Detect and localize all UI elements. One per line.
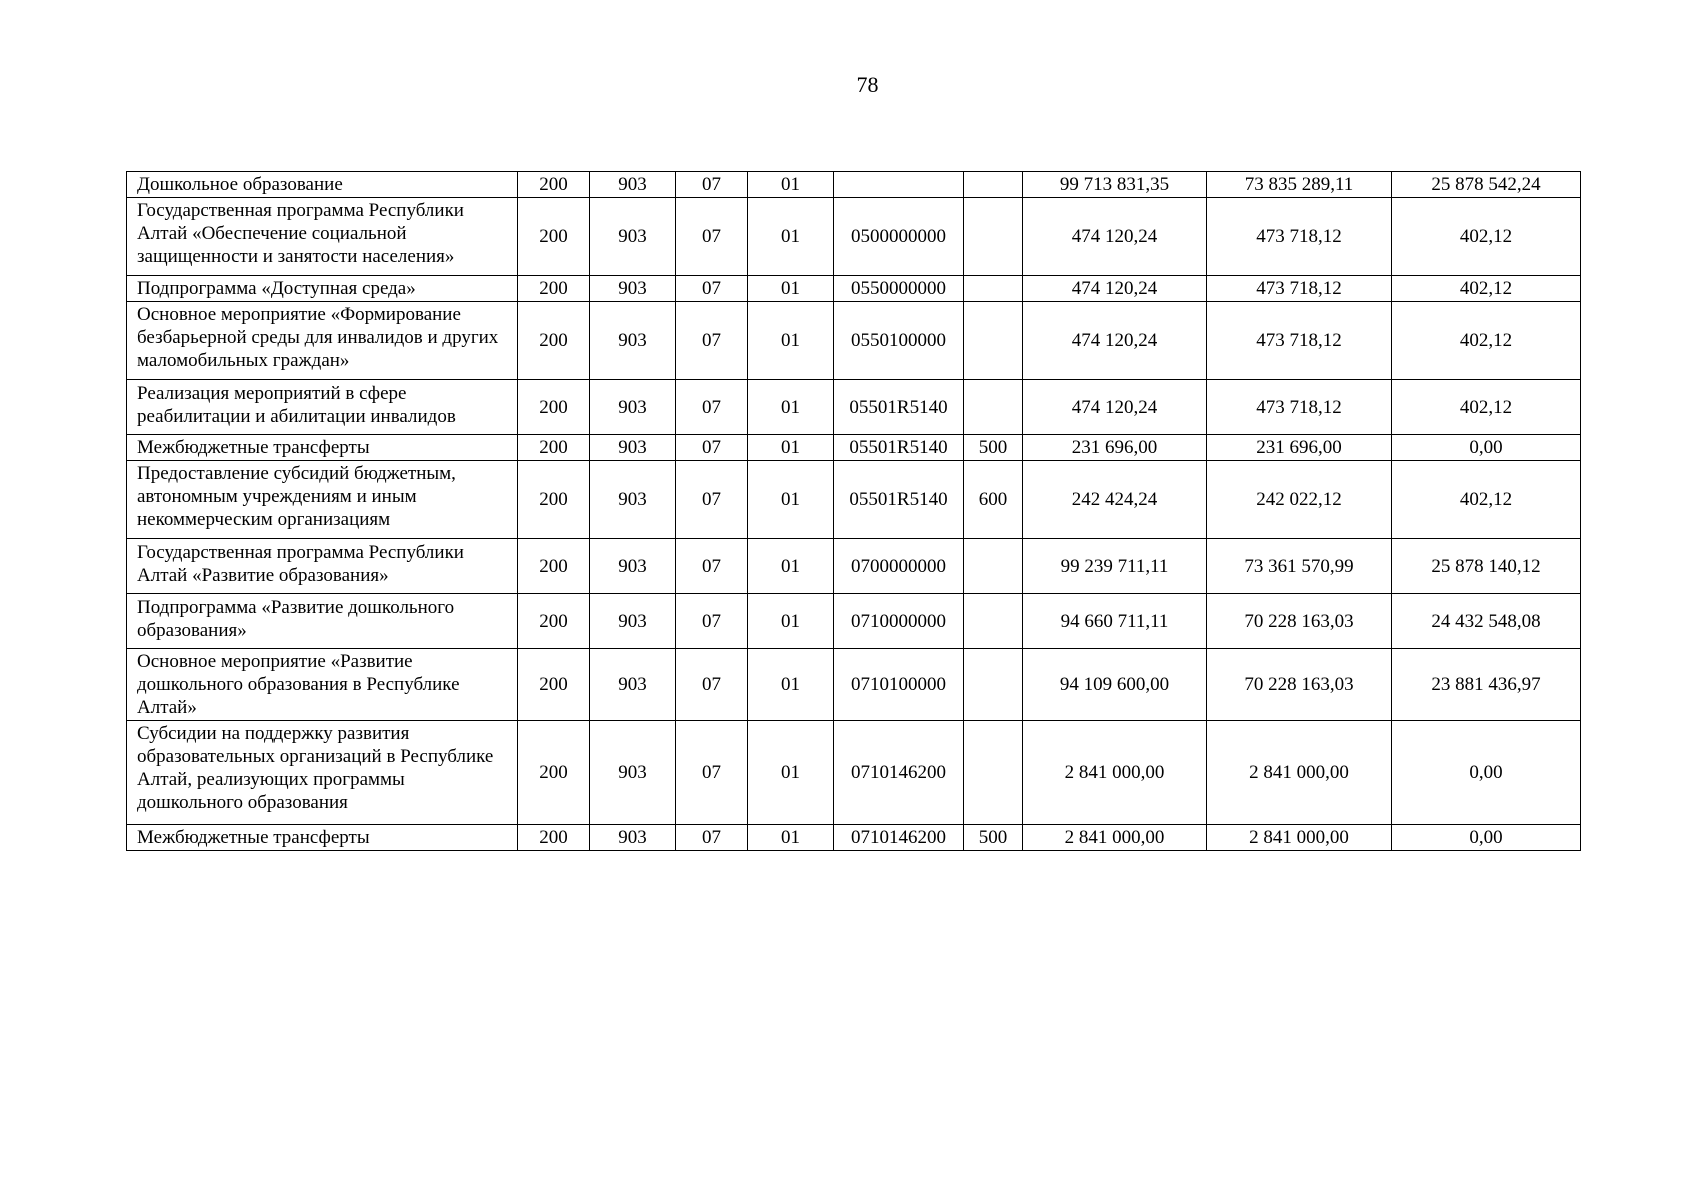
code-cell: 600 xyxy=(964,461,1023,539)
row-name: Межбюджетные трансферты xyxy=(127,825,518,851)
code-cell: 903 xyxy=(590,721,676,825)
row-name: Подпрограмма «Развитие дошкольного образования» xyxy=(127,594,518,649)
code-cell: 07 xyxy=(676,276,748,302)
row-name: Межбюджетные трансферты xyxy=(127,435,518,461)
amount-cell: 2 841 000,00 xyxy=(1023,721,1207,825)
amount-cell: 473 718,12 xyxy=(1207,198,1392,276)
code-cell: 07 xyxy=(676,539,748,594)
amount-cell: 231 696,00 xyxy=(1207,435,1392,461)
row-name: Дошкольное образование xyxy=(127,172,518,198)
code-cell: 200 xyxy=(518,721,590,825)
row-name: Основное мероприятие «Формирование безбарьерной среды для инвалидов и других маломобильных граждан» xyxy=(127,302,518,380)
code-cell: 903 xyxy=(590,539,676,594)
amount-cell: 94 660 711,11 xyxy=(1023,594,1207,649)
code-cell: 0700000000 xyxy=(834,539,964,594)
amount-cell: 25 878 140,12 xyxy=(1392,539,1581,594)
amount-cell: 473 718,12 xyxy=(1207,276,1392,302)
code-cell: 0710146200 xyxy=(834,825,964,851)
code-cell: 200 xyxy=(518,825,590,851)
code-cell xyxy=(964,276,1023,302)
code-cell: 07 xyxy=(676,825,748,851)
amount-cell: 402,12 xyxy=(1392,461,1581,539)
amount-cell: 473 718,12 xyxy=(1207,380,1392,435)
table-row xyxy=(127,302,1581,380)
row-name: Реализация мероприятий в сфере реабилитации и абилитации инвалидов xyxy=(127,380,518,435)
amount-cell: 474 120,24 xyxy=(1023,276,1207,302)
code-cell: 07 xyxy=(676,721,748,825)
table-row xyxy=(127,461,1581,539)
amount-cell: 94 109 600,00 xyxy=(1023,649,1207,721)
code-cell: 07 xyxy=(676,172,748,198)
amount-cell: 99 713 831,35 xyxy=(1023,172,1207,198)
code-cell: 903 xyxy=(590,302,676,380)
code-cell: 01 xyxy=(748,302,834,380)
code-cell: 0710146200 xyxy=(834,721,964,825)
code-cell: 01 xyxy=(748,825,834,851)
amount-cell: 2 841 000,00 xyxy=(1207,721,1392,825)
code-cell: 903 xyxy=(590,825,676,851)
code-cell: 01 xyxy=(748,594,834,649)
row-name: Государственная программа Республики Алтай «Развитие образования» xyxy=(127,539,518,594)
code-cell: 200 xyxy=(518,380,590,435)
code-cell: 903 xyxy=(590,276,676,302)
code-cell: 07 xyxy=(676,302,748,380)
code-cell: 05501R5140 xyxy=(834,380,964,435)
code-cell: 200 xyxy=(518,539,590,594)
code-cell: 200 xyxy=(518,198,590,276)
amount-cell: 24 432 548,08 xyxy=(1392,594,1581,649)
code-cell xyxy=(964,539,1023,594)
code-cell: 01 xyxy=(748,461,834,539)
code-cell: 01 xyxy=(748,721,834,825)
code-cell: 01 xyxy=(748,172,834,198)
amount-cell: 231 696,00 xyxy=(1023,435,1207,461)
amount-cell: 474 120,24 xyxy=(1023,198,1207,276)
code-cell: 01 xyxy=(748,198,834,276)
code-cell xyxy=(964,302,1023,380)
code-cell xyxy=(964,721,1023,825)
table-row xyxy=(127,276,1581,302)
table-row xyxy=(127,825,1581,851)
code-cell: 07 xyxy=(676,380,748,435)
table-row xyxy=(127,539,1581,594)
row-name: Субсидии на поддержку развития образовательных организаций в Республике Алтай, реализующих программы дошкольного образования xyxy=(127,721,518,825)
row-name: Основное мероприятие «Развитие дошкольного образования в Республике Алтай» xyxy=(127,649,518,721)
code-cell: 500 xyxy=(964,435,1023,461)
code-cell: 903 xyxy=(590,461,676,539)
code-cell xyxy=(964,594,1023,649)
code-cell: 0550100000 xyxy=(834,302,964,380)
amount-cell: 0,00 xyxy=(1392,435,1581,461)
amount-cell: 70 228 163,03 xyxy=(1207,594,1392,649)
code-cell: 200 xyxy=(518,594,590,649)
code-cell: 0500000000 xyxy=(834,198,964,276)
code-cell: 01 xyxy=(748,435,834,461)
amount-cell: 2 841 000,00 xyxy=(1207,825,1392,851)
table-row xyxy=(127,594,1581,649)
table-row xyxy=(127,172,1581,198)
code-cell: 07 xyxy=(676,198,748,276)
amount-cell: 99 239 711,11 xyxy=(1023,539,1207,594)
code-cell: 07 xyxy=(676,435,748,461)
row-name: Государственная программа Республики Алтай «Обеспечение социальной защищенности и занятости населения» xyxy=(127,198,518,276)
code-cell: 0710100000 xyxy=(834,649,964,721)
budget-table xyxy=(126,171,1581,851)
code-cell: 903 xyxy=(590,649,676,721)
code-cell: 903 xyxy=(590,594,676,649)
row-name: Предоставление субсидий бюджетным, автономным учреждениям и иным некоммерческим организациям xyxy=(127,461,518,539)
code-cell: 07 xyxy=(676,594,748,649)
amount-cell: 242 022,12 xyxy=(1207,461,1392,539)
amount-cell: 23 881 436,97 xyxy=(1392,649,1581,721)
code-cell: 500 xyxy=(964,825,1023,851)
amount-cell: 73 361 570,99 xyxy=(1207,539,1392,594)
amount-cell: 473 718,12 xyxy=(1207,302,1392,380)
code-cell: 903 xyxy=(590,172,676,198)
code-cell: 200 xyxy=(518,435,590,461)
table-row xyxy=(127,198,1581,276)
code-cell: 903 xyxy=(590,198,676,276)
code-cell: 01 xyxy=(748,276,834,302)
code-cell: 200 xyxy=(518,276,590,302)
amount-cell: 474 120,24 xyxy=(1023,380,1207,435)
amount-cell: 402,12 xyxy=(1392,302,1581,380)
amount-cell: 474 120,24 xyxy=(1023,302,1207,380)
amount-cell: 402,12 xyxy=(1392,380,1581,435)
amount-cell: 0,00 xyxy=(1392,721,1581,825)
code-cell xyxy=(964,380,1023,435)
code-cell: 903 xyxy=(590,380,676,435)
code-cell xyxy=(964,198,1023,276)
code-cell xyxy=(964,172,1023,198)
code-cell: 0710000000 xyxy=(834,594,964,649)
code-cell: 01 xyxy=(748,649,834,721)
amount-cell: 242 424,24 xyxy=(1023,461,1207,539)
code-cell: 200 xyxy=(518,461,590,539)
row-name: Подпрограмма «Доступная среда» xyxy=(127,276,518,302)
amount-cell: 25 878 542,24 xyxy=(1392,172,1581,198)
code-cell: 07 xyxy=(676,461,748,539)
code-cell: 07 xyxy=(676,649,748,721)
table-row xyxy=(127,380,1581,435)
code-cell: 200 xyxy=(518,302,590,380)
code-cell: 05501R5140 xyxy=(834,435,964,461)
code-cell: 200 xyxy=(518,172,590,198)
code-cell: 01 xyxy=(748,380,834,435)
page-number: 78 xyxy=(856,72,879,97)
code-cell: 05501R5140 xyxy=(834,461,964,539)
code-cell xyxy=(834,172,964,198)
code-cell: 200 xyxy=(518,649,590,721)
amount-cell: 2 841 000,00 xyxy=(1023,825,1207,851)
amount-cell: 73 835 289,11 xyxy=(1207,172,1392,198)
code-cell: 01 xyxy=(748,539,834,594)
amount-cell: 402,12 xyxy=(1392,276,1581,302)
code-cell: 0550000000 xyxy=(834,276,964,302)
code-cell: 903 xyxy=(590,435,676,461)
code-cell xyxy=(964,649,1023,721)
amount-cell: 70 228 163,03 xyxy=(1207,649,1392,721)
table-row xyxy=(127,435,1581,461)
table-row xyxy=(127,721,1581,825)
amount-cell: 402,12 xyxy=(1392,198,1581,276)
table-row xyxy=(127,649,1581,721)
amount-cell: 0,00 xyxy=(1392,825,1581,851)
